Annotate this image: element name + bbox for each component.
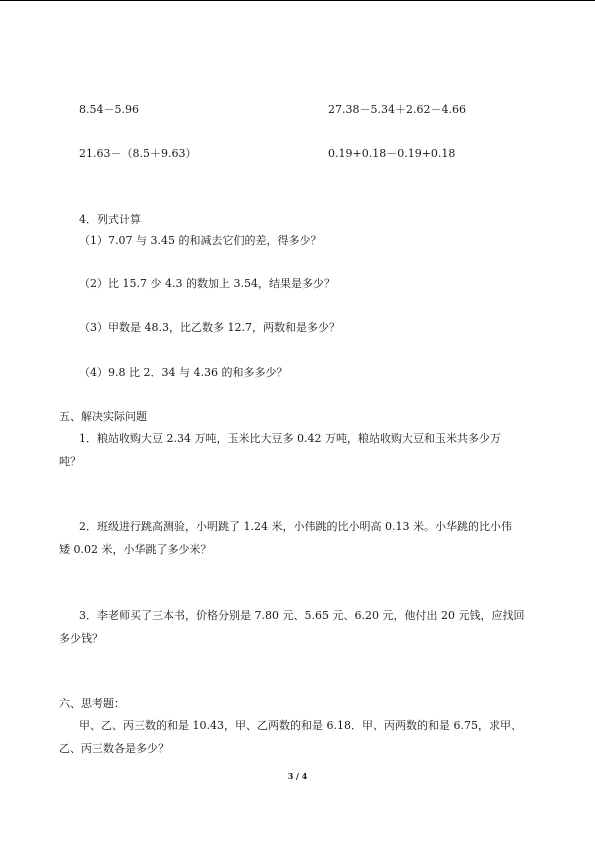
section-6-title: 六、思考题： xyxy=(59,697,125,710)
page-number: 3 / 4 xyxy=(287,771,308,781)
page-top-border xyxy=(0,0,595,1)
question-1: （1）7.07 与 3.45 的和减去它们的差，得多少？ xyxy=(79,234,322,247)
thinking-question-line-1: 甲、乙、丙三数的和是 10.43，甲、乙两数的和是 6.18．甲、丙两数的和是 6.75，求甲、 xyxy=(79,719,522,732)
problem-3-line-2: 多少钱？ xyxy=(59,632,103,645)
problem-1-line-2: 吨？ xyxy=(59,455,81,468)
expression-2: 27.38－5.34＋2.62－4.66 xyxy=(328,103,466,116)
expression-4: 0.19+0.18－0.19+0.18 xyxy=(328,147,456,160)
expression-3: 21.63－（8.5＋9.63） xyxy=(79,147,197,160)
problem-2-line-1: 2．班级进行跳高测验，小明跳了 1.24 米，小伟跳的比小明高 0.13 米。小华跳的比小伟 xyxy=(79,520,512,533)
expression-1: 8.54－5.96 xyxy=(79,103,139,116)
section-5-title: 五、解决实际问题 xyxy=(59,410,147,423)
question-2: （2）比 15.7 少 4.3 的数加上 3.54，结果是多少？ xyxy=(79,277,335,290)
problem-1-line-1: 1．粮站收购大豆 2.34 万吨，玉米比大豆多 0.42 万吨，粮站收购大豆和玉米共多少万 xyxy=(79,432,501,445)
question-3: （3）甲数是 48.3，比乙数多 12.7，两数和是多少？ xyxy=(79,321,340,334)
section-4-title: 4．列式计算 xyxy=(79,213,141,226)
problem-3-line-1: 3．李老师买了三本书，价格分别是 7.80 元、5.65 元、6.20 元，他付出 20 元钱，应找回 xyxy=(79,609,525,622)
thinking-question-line-2: 乙、丙三数各是多少？ xyxy=(59,742,169,755)
question-4: （4）9.8 比 2．34 与 4.36 的和多多少？ xyxy=(79,366,288,379)
problem-2-line-2: 矮 0.02 米，小华跳了多少米？ xyxy=(59,543,212,556)
